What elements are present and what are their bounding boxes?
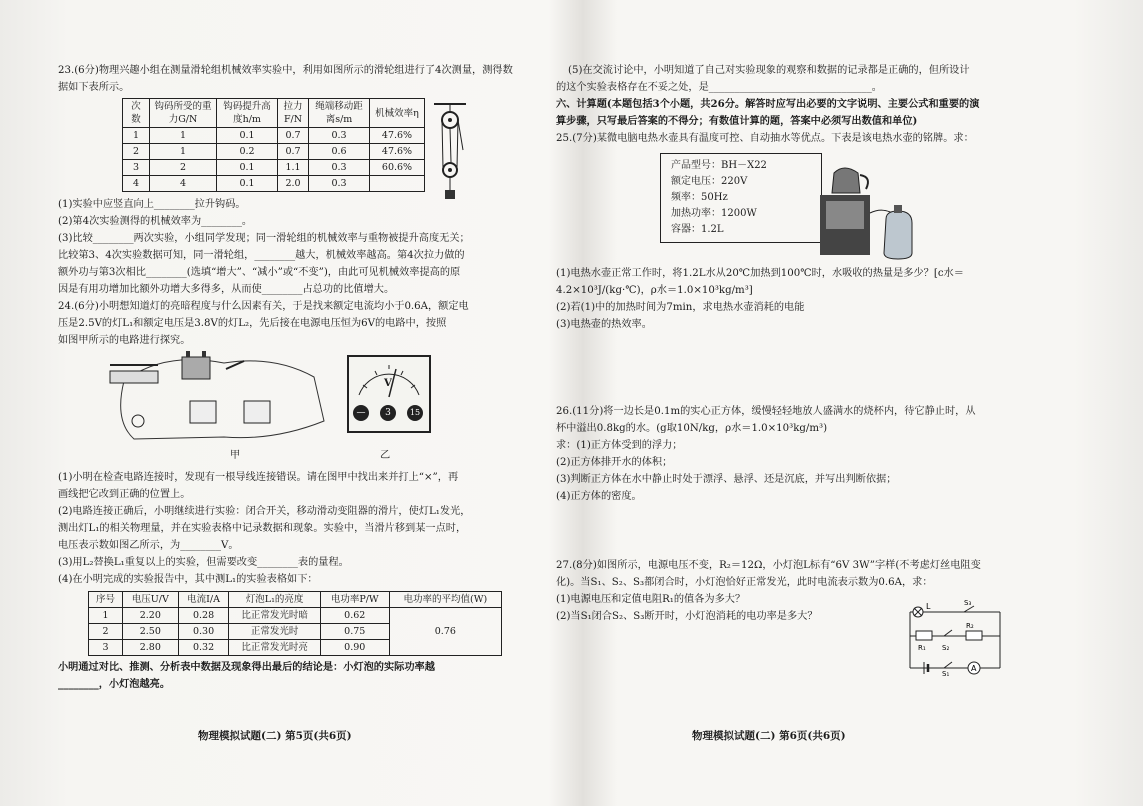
table-cell: 0.1 bbox=[217, 128, 278, 144]
section-6-heading: 六、计算题(本题包括3个小题，共26分。解答时应写出必要的文字说明、主要公式和重要的演 bbox=[556, 98, 980, 110]
table-cell: 0.7 bbox=[278, 128, 309, 144]
q24-3: (3)用L₂替换L₁重复以上的实验，但需要改变________表的量程。 bbox=[58, 557, 349, 568]
q26-3: (3)判断正方体在水中静止时处于漂浮、悬浮、还是沉底，并写出判断依据； bbox=[556, 474, 897, 485]
nameplate-frequency: 频率：50Hz bbox=[671, 192, 728, 203]
label-S1: S₁ bbox=[942, 670, 950, 676]
q25-figures bbox=[556, 153, 1021, 265]
table-header: 绳端移动距离s/m bbox=[309, 99, 370, 128]
table-cell: 2.80 bbox=[122, 640, 178, 656]
table-cell: 2 bbox=[150, 160, 217, 176]
section-6-instructions: 算步骤，只写最后答案的不得分；有数值计算的题，答案中必须写出数值和单位) bbox=[556, 115, 918, 127]
table-cell: 1 bbox=[123, 128, 150, 144]
table-cell: 1 bbox=[89, 608, 123, 624]
table-cell: 2.20 bbox=[122, 608, 178, 624]
q27-circuit-diagram bbox=[900, 600, 1010, 676]
q24-c: 如图甲所示的电路进行探究。 bbox=[58, 335, 191, 346]
q27-b: 化)。当S₁、S₂、S₃都闭合时，小灯泡恰好正常发光，此时电流表示数为0.6A，求： bbox=[556, 577, 933, 588]
terminal-minus: — bbox=[353, 405, 369, 421]
q24-2b: 测出灯L₁的相关物理量，并在实验表格中记录数据和现象。实验中，当滑片移到某一点时， bbox=[58, 523, 467, 534]
q24-1a: (1)小明在检查电路连接时，发现有一根导线连接错误。请在图甲中找出来并打上“×”，再 bbox=[58, 472, 459, 483]
table-cell: 0.2 bbox=[217, 144, 278, 160]
voltmeter-unit: V bbox=[384, 377, 392, 389]
table-cell: 0.30 bbox=[178, 624, 229, 640]
q24-4: (4)在小明完成的实验报告中，其中测L₁的实验表格如下： bbox=[58, 574, 318, 585]
table-cell: 60.6% bbox=[370, 160, 425, 176]
left-footer: 物理模拟试题(二) 第5页(共6页) bbox=[198, 730, 352, 742]
table-cell: 4 bbox=[123, 176, 150, 192]
circuit-figure-jia bbox=[104, 351, 334, 451]
table-header-row bbox=[89, 592, 502, 608]
table-row bbox=[123, 144, 425, 160]
table-cell bbox=[370, 176, 425, 192]
q24-a: 24.(6分)小明想知道灯的亮暗程度与什么因素有关，于是找来额定电流均小于0.6A，额定电 bbox=[58, 301, 469, 312]
left-page bbox=[58, 62, 518, 693]
label-L: L bbox=[926, 602, 931, 611]
q24-b: 压是2.5V的灯L₁和额定电压是3.8V的灯L₂，先后接在电源电压恒为6V的电路中，按照 bbox=[58, 318, 447, 329]
q24-5a: 小明通过对比、推测、分析表中数据及现象得出最后的结论是：小灯泡的实际功率越 bbox=[58, 661, 435, 673]
q23-3a: (3)比较________两次实验，小组同学发现；同一滑轮组的机械效率与重物被提升高度无关； bbox=[58, 233, 470, 244]
table-cell: 0.6 bbox=[309, 144, 370, 160]
table-cell: 0.75 bbox=[320, 624, 389, 640]
table-cell: 比正常发光时亮 bbox=[229, 640, 320, 656]
right-page bbox=[556, 62, 1021, 676]
table-cell: 0.7 bbox=[278, 144, 309, 160]
table-cell: 0.62 bbox=[320, 608, 389, 624]
table-cell: 1.1 bbox=[278, 160, 309, 176]
table-cell: 比正常发光时暗 bbox=[229, 608, 320, 624]
pulley-data-table bbox=[122, 98, 425, 192]
table-row bbox=[123, 128, 425, 144]
q23-3c: 额外功与第3次相比________(选填“增大”、“减小”或“不变”)，由此可见机械效率提高的原 bbox=[58, 267, 461, 278]
table-cell: 0.1 bbox=[217, 160, 278, 176]
table-cell: 47.6% bbox=[370, 144, 425, 160]
q26-2: (2)正方体排开水的体积； bbox=[556, 457, 673, 468]
table-cell: 0.1 bbox=[217, 176, 278, 192]
q24-5-cont-a: (5)在交流讨论中，小明知道了自己对实验现象的观察和数据的记录都是正确的，但所设计 bbox=[568, 65, 970, 76]
table-cell: 3 bbox=[123, 160, 150, 176]
table-cell: 0.3 bbox=[309, 160, 370, 176]
terminal-15: 15 bbox=[407, 405, 423, 421]
label-R2: R₂ bbox=[966, 622, 974, 630]
table-header: 次数 bbox=[123, 99, 150, 128]
q23-2: (2)第4次实验测得的机械效率为________。 bbox=[58, 216, 253, 227]
kettle-illustration bbox=[816, 153, 926, 263]
table-cell: 0.32 bbox=[178, 640, 229, 656]
table-header: 电流I/A bbox=[178, 592, 229, 608]
table-cell: 正常发光时 bbox=[229, 624, 320, 640]
q26-b: 杯中溢出0.8kg的水。(g取10N/kg，ρ水＝1.0×10³kg/m³) bbox=[556, 423, 828, 434]
table-header: 钩码所受的重力G/N bbox=[150, 99, 217, 128]
table-row bbox=[89, 608, 502, 624]
table-cell: 3 bbox=[89, 640, 123, 656]
table-header: 电功率P/W bbox=[320, 592, 389, 608]
q26-a: 26.(11分)将一边长是0.1m的实心正方体，缓慢轻轻地放人盛满水的烧杯内，待它静止时，从 bbox=[556, 406, 976, 417]
q26-4: (4)正方体的密度。 bbox=[556, 491, 642, 502]
q25-1b: 4.2×10³J/(kg·℃)，ρ水＝1.0×10³kg/m³] bbox=[556, 285, 753, 296]
q24-5-cont-b: 的这个实验表格存在不妥之处，是________________________________。 bbox=[556, 82, 882, 93]
q24-figures bbox=[58, 349, 518, 469]
table-header: 电压U/V bbox=[122, 592, 178, 608]
table-cell: 2 bbox=[89, 624, 123, 640]
table-cell: 2.0 bbox=[278, 176, 309, 192]
q23-1: (1)实验中应竖直向上________拉升钩码。 bbox=[58, 199, 246, 210]
q25-intro: 25.(7分)某微电脑电热水壶具有温度可控、自动抽水等优点。下表是该电热水壶的铭牌。求： bbox=[556, 133, 974, 144]
q25-3: (3)电热壶的热效率。 bbox=[556, 319, 652, 330]
q27-1: (1)电源电压和定值电阻R₁的值各为多大？ bbox=[556, 594, 746, 605]
table-header-row bbox=[123, 99, 425, 128]
table-cell: 1 bbox=[150, 144, 217, 160]
q24-1b: 画线把它改到正确的位置上。 bbox=[58, 489, 191, 500]
lamp-power-table bbox=[88, 591, 502, 656]
q27-2: (2)当S₁闭合S₂、S₃断开时，小灯泡消耗的电功率是多大？ bbox=[556, 611, 818, 622]
pulley-block-figure bbox=[430, 98, 470, 208]
q24-5b: ________，小灯泡越亮。 bbox=[58, 678, 171, 690]
voltmeter-figure-yi bbox=[347, 355, 431, 433]
right-footer: 物理模拟试题(二) 第6页(共6页) bbox=[692, 730, 846, 742]
q26-c: 求：(1)正方体受到的浮力； bbox=[556, 440, 683, 451]
label-A: A bbox=[971, 664, 977, 673]
table-header: 拉力F/N bbox=[278, 99, 309, 128]
table-header: 灯泡L₁的亮度 bbox=[229, 592, 320, 608]
q24-2c: 电压表示数如图乙所示，为________V。 bbox=[58, 540, 239, 551]
table-header: 电功率的平均值(W) bbox=[389, 592, 501, 608]
nameplate-model: 产品型号：BH－X22 bbox=[671, 160, 767, 171]
average-power-cell: 0.76 bbox=[389, 608, 501, 656]
q24-2a: (2)电路连接正确后，小明继续进行实验：闭合开关，移动滑动变阻器的滑片，使灯L₁发光， bbox=[58, 506, 471, 517]
table-cell: 2.50 bbox=[122, 624, 178, 640]
table-row bbox=[123, 160, 425, 176]
kettle-nameplate bbox=[660, 153, 822, 243]
label-R1: R₁ bbox=[918, 644, 926, 652]
table-cell: 0.3 bbox=[309, 128, 370, 144]
q25-1a: (1)电热水壶正常工作时，将1.2L水从20℃加热到100℃时，水吸收的热量是多少？[c水＝ bbox=[556, 268, 964, 279]
table-header: 机械效率η bbox=[370, 99, 425, 128]
nameplate-capacity: 容器：1.2L bbox=[671, 224, 724, 235]
table-header: 钩码提升高度h/m bbox=[217, 99, 278, 128]
figure-label-yi: 乙 bbox=[380, 450, 391, 461]
table-cell: 47.6% bbox=[370, 128, 425, 144]
q23-intro: 23.(6分)物理兴趣小组在测量滑轮组机械效率实验中，利用如图所示的滑轮组进行了4次测量，测得数据如下表所示。 bbox=[58, 65, 513, 93]
figure-label-jia: 甲 bbox=[230, 450, 241, 461]
label-S3: S₃ bbox=[964, 600, 972, 607]
terminal-3: 3 bbox=[380, 405, 396, 421]
label-S2: S₂ bbox=[942, 644, 950, 652]
table-cell: 0.90 bbox=[320, 640, 389, 656]
q23-3b: 比较第3、4次实验数据可知，同一滑轮组，________越大，机械效率越高。第4次拉力做的 bbox=[58, 250, 465, 261]
table-cell: 0.28 bbox=[178, 608, 229, 624]
table-header: 序号 bbox=[89, 592, 123, 608]
table-cell: 4 bbox=[150, 176, 217, 192]
nameplate-voltage: 额定电压：220V bbox=[671, 176, 748, 187]
table-cell: 2 bbox=[123, 144, 150, 160]
q23-3d: 因是有用功增加比额外功增大多得多，从而使________占总功的比值增大。 bbox=[58, 284, 395, 295]
table-cell: 1 bbox=[150, 128, 217, 144]
table-cell: 0.3 bbox=[309, 176, 370, 192]
table-row bbox=[123, 176, 425, 192]
q25-2: (2)若(1)中的加热时间为7min，求电热水壶消耗的电能 bbox=[556, 302, 805, 313]
nameplate-power: 加热功率：1200W bbox=[671, 208, 757, 219]
q27-a: 27.(8分)如图所示，电源电压不变，R₂＝12Ω，小灯泡L标有“6V 3W”字样(不考虑灯丝电阻变 bbox=[556, 560, 981, 571]
